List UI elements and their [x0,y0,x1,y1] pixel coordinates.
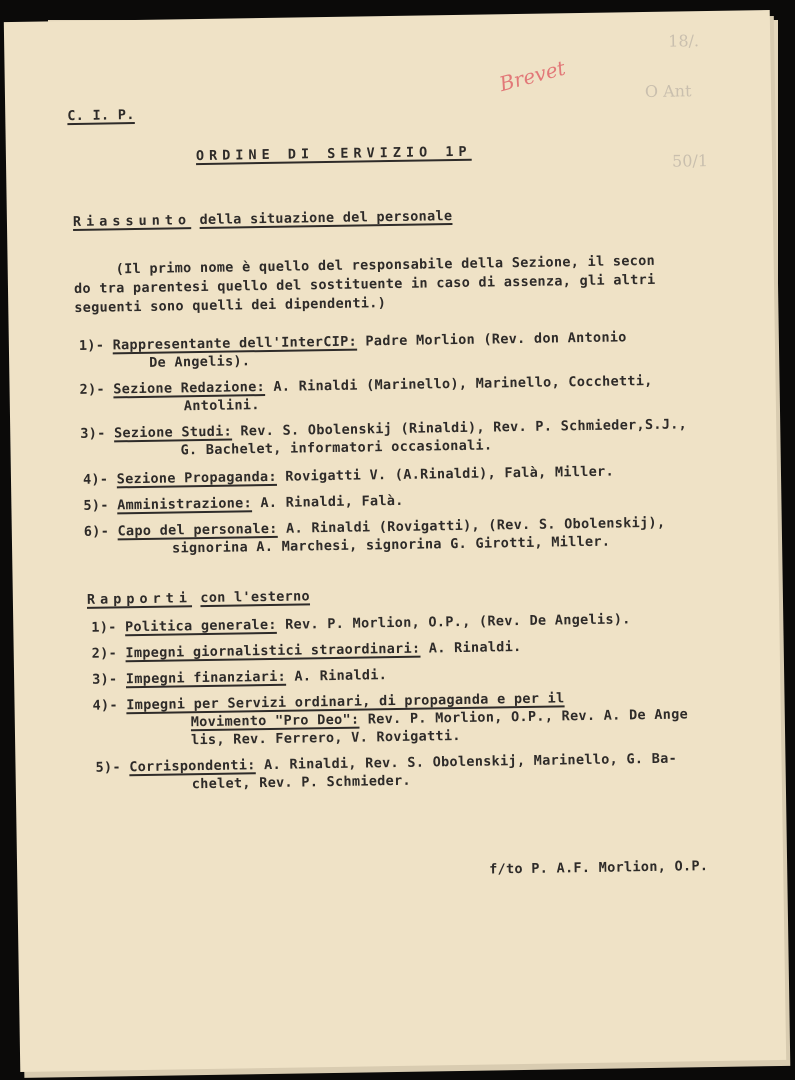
signature-line: f/to P. A.F. Morlion, O.P. [489,858,709,878]
document-page [4,10,786,1072]
list-item: 1)- Politica generale: Rev. P. Morlion, O.P., (Rev. De Angelis). [91,611,631,636]
list-item-continuation: chelet, Rev. P. Schmieder. [191,772,412,793]
list-item-continuation: signorina A. Marchesi, signorina G. Girotti, Miller. [171,533,611,557]
red-pencil-note: Brevet [496,55,568,97]
document-title: ORDINE DI SERVIZIO 1P [195,143,472,165]
list-item: 3)- Sezione Studi: Rev. S. Obolenskij (Rinaldi), Rev. P. Schmieder,S.J., [80,416,688,442]
list-item-continuation: lis, Rev. Ferrero, V. Rovigatti. [190,727,461,749]
list-item: 2)- Impegni giornalistici straordinari: A. Rinaldi. [91,639,522,662]
list-item-continuation: De Angelis). [149,353,251,371]
list-item: 3)- Impegni finanziari: A. Rinaldi. [92,667,388,688]
list-item: 5)- Amministrazione: A. Rinaldi, Falà. [83,492,404,514]
list-item: 4)- Impegni per Servizi ordinari, di propaganda e per il [92,690,565,714]
pencil-note-middle: O Ant [644,81,692,102]
note-line: (Il primo nome è quello del responsabile della Sezione, il secon [115,252,656,278]
list-item: 1)- Rappresentante dell'InterCIP: Padre Morlion (Rev. don Antonio [78,329,627,354]
pencil-note-bottom: 50/1 [671,151,709,171]
note-line: seguenti sono quelli dei dipendenti.) [74,295,387,317]
section-heading-external: Rapporti con l'esterno [86,588,311,608]
list-item: 2)- Sezione Redazione: A. Rinaldi (Marinello), Marinello, Cocchetti, [79,372,653,398]
list-item-continuation: G. Bachelet, informatori occasionali. [180,437,493,459]
org-header: C. I. P. [67,107,135,125]
list-item-continuation: Antolini. [183,397,260,415]
pencil-note-top: 18/. [668,31,700,51]
note-line: do tra parentesi quello del sostituente in caso di assenza, gli altri [73,271,656,298]
list-item-continuation: Movimento "Pro Deo": Rev. P. Morlion, O.P., Rev. A. De Ange [190,706,689,731]
list-item: 5)- Corrispondenti: A. Rinaldi, Rev. S. Obolenskij, Marinello, G. Ba- [95,750,678,776]
list-item: 6)- Capo del personale: A. Rinaldi (Rovigatti), (Rev. S. Obolenskij), [83,514,666,540]
list-item: 4)- Sezione Propaganda: Rovigatti V. (A.Rinaldi), Falà, Miller. [82,463,615,488]
section-heading-personnel: Riassunto della situazione del personale [72,208,453,231]
